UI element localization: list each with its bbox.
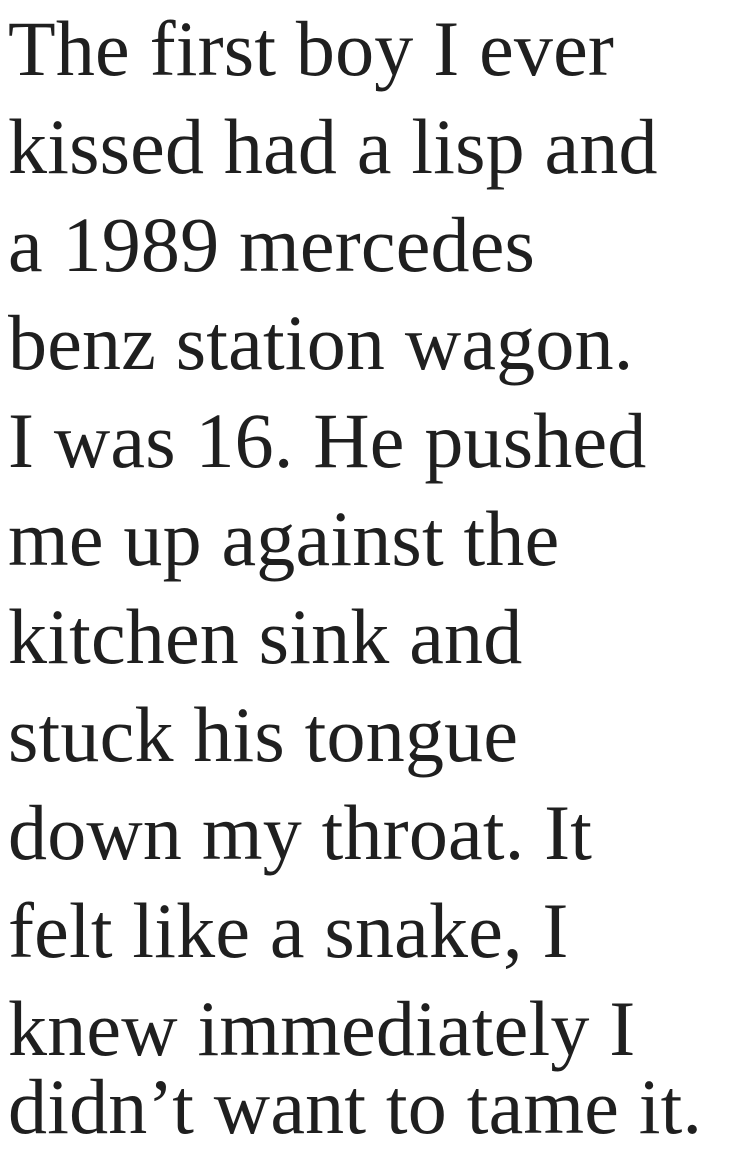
text-line-10: felt like a snake, I xyxy=(8,887,569,974)
text-line-1: The first boy I ever xyxy=(8,5,615,92)
text-line-2: kissed had a lisp and xyxy=(8,103,658,190)
text-line-6: me up against the xyxy=(8,495,560,582)
text-line-3: a 1989 mercedes xyxy=(8,201,536,288)
text-line-4: benz station wagon. xyxy=(8,299,634,386)
text-line-8: stuck his tongue xyxy=(8,691,519,778)
text-line-7: kitchen sink and xyxy=(8,593,523,680)
text-line-9: down my throat. It xyxy=(8,789,593,876)
text-line-12: didn’t want to tame it. xyxy=(8,1063,703,1150)
text-line-11: knew immediately I xyxy=(8,985,636,1072)
text-line-5: I was 16. He pushed xyxy=(8,397,647,484)
